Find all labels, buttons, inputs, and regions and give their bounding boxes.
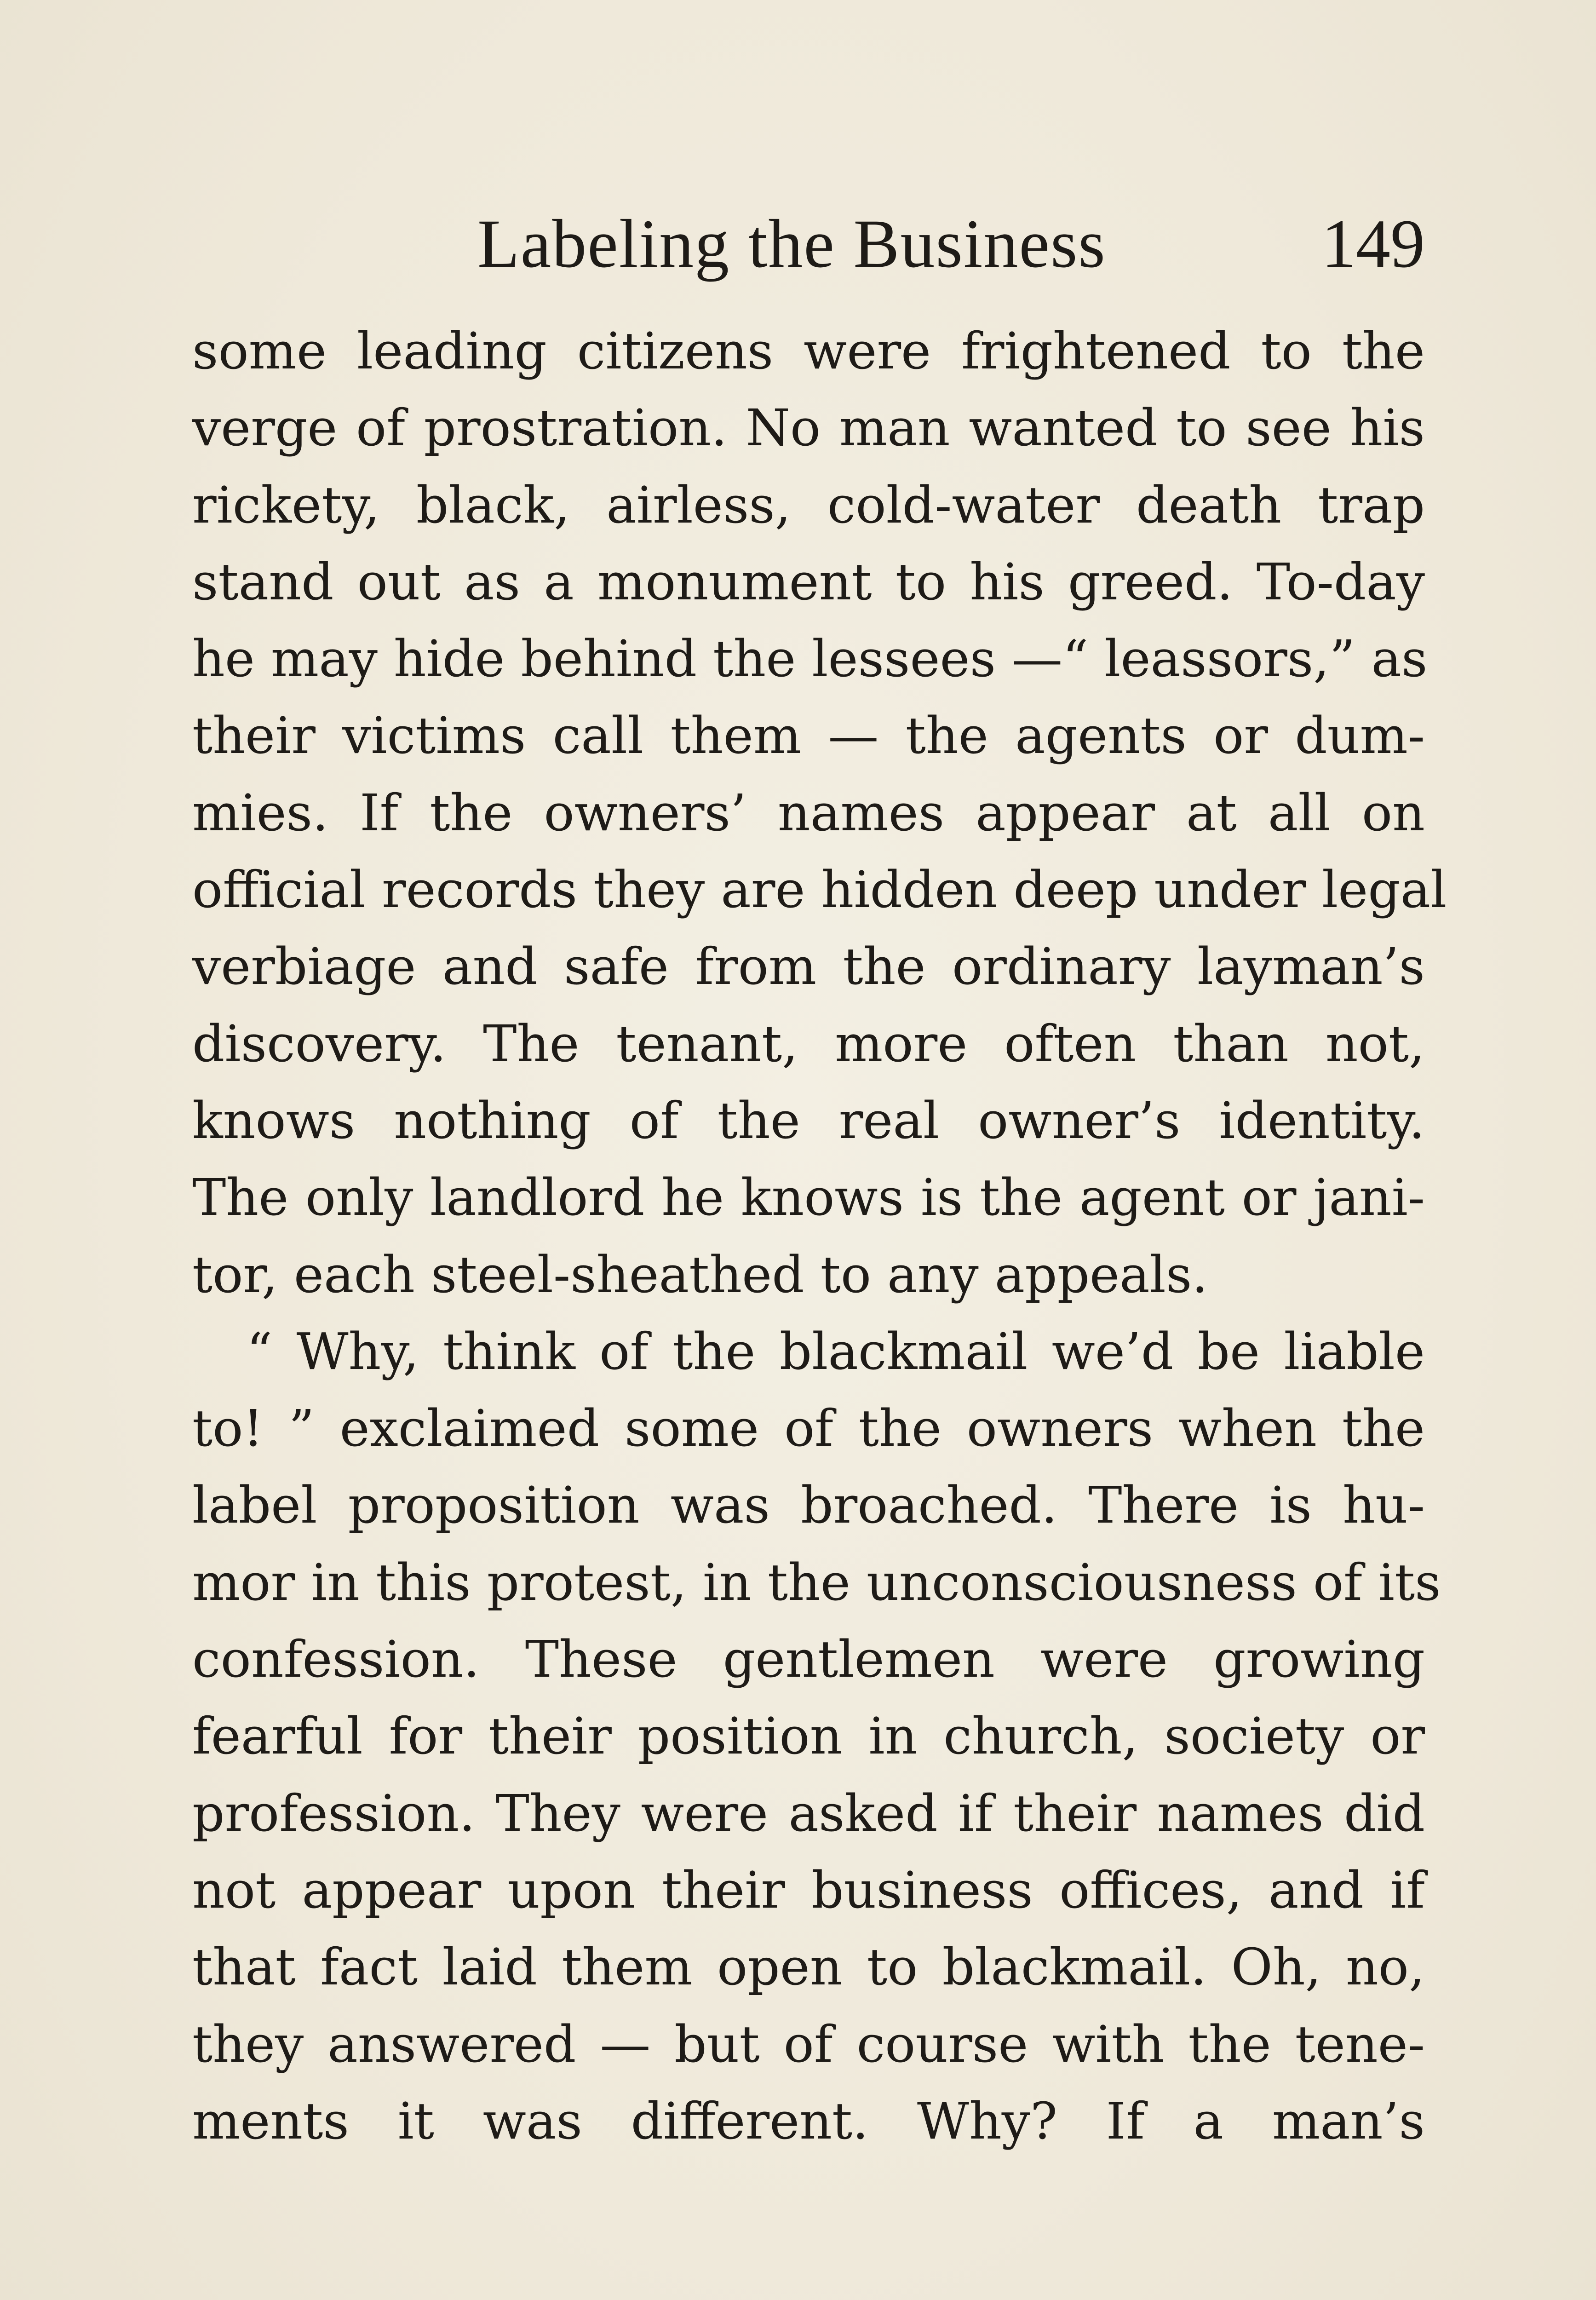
- chapter-title: Labeling the Business: [477, 206, 1106, 282]
- text-line: profession. They were asked if their names did: [192, 1783, 1425, 1843]
- text-line: official records they are hidden deep under legal: [192, 860, 1447, 920]
- text-line: mies. If the owners’ names appear at all on: [192, 783, 1425, 842]
- text-line: confession. These gentlemen were growing: [192, 1630, 1425, 1689]
- text-line: stand out as a monument to his greed. To-day: [192, 552, 1425, 611]
- text-line: rickety, black, airless, cold-water death trap: [192, 475, 1425, 535]
- text-line: fearful for their position in church, society or: [192, 1707, 1425, 1766]
- text-line: their victims call them — the agents or dum-: [192, 706, 1425, 765]
- text-line: knows nothing of the real owner’s identity.: [192, 1091, 1425, 1150]
- text-line: label proposition was broached. There is hu-: [192, 1476, 1425, 1535]
- text-line: The only landlord he knows is the agent or jani-: [192, 1168, 1425, 1227]
- text-line: discovery. The tenant, more often than not,: [192, 1014, 1425, 1073]
- text-line: he may hide behind the lessees —“ leassors,” as: [192, 629, 1428, 689]
- text-line: to! ” exclaimed some of the owners when the: [192, 1399, 1425, 1458]
- text-line: some leading citizens were frightened to the: [192, 322, 1425, 380]
- text-line: not appear upon their business offices, and if: [192, 1860, 1425, 1920]
- text-line: ments it was different. Why? If a man’s: [192, 2091, 1425, 2150]
- running-head: [192, 198, 1425, 290]
- text-line: verbiage and safe from the ordinary layman’s: [192, 937, 1425, 996]
- text-line: they answered — but of course with the tene-: [192, 2014, 1425, 2074]
- page-number: 149: [1321, 206, 1425, 282]
- text-line: mor in this protest, in the unconsciousness of its: [192, 1552, 1441, 1612]
- text-line: that fact laid them open to blackmail. Oh, no,: [192, 1938, 1425, 1997]
- body-text: [192, 313, 1447, 2160]
- text-line: tor, each steel-sheathed to any appeals.: [192, 1245, 1208, 1304]
- text-line: “ Why, think of the blackmail we’d be liable: [247, 1322, 1425, 1381]
- text-line: verge of prostration. No man wanted to see his: [192, 398, 1425, 458]
